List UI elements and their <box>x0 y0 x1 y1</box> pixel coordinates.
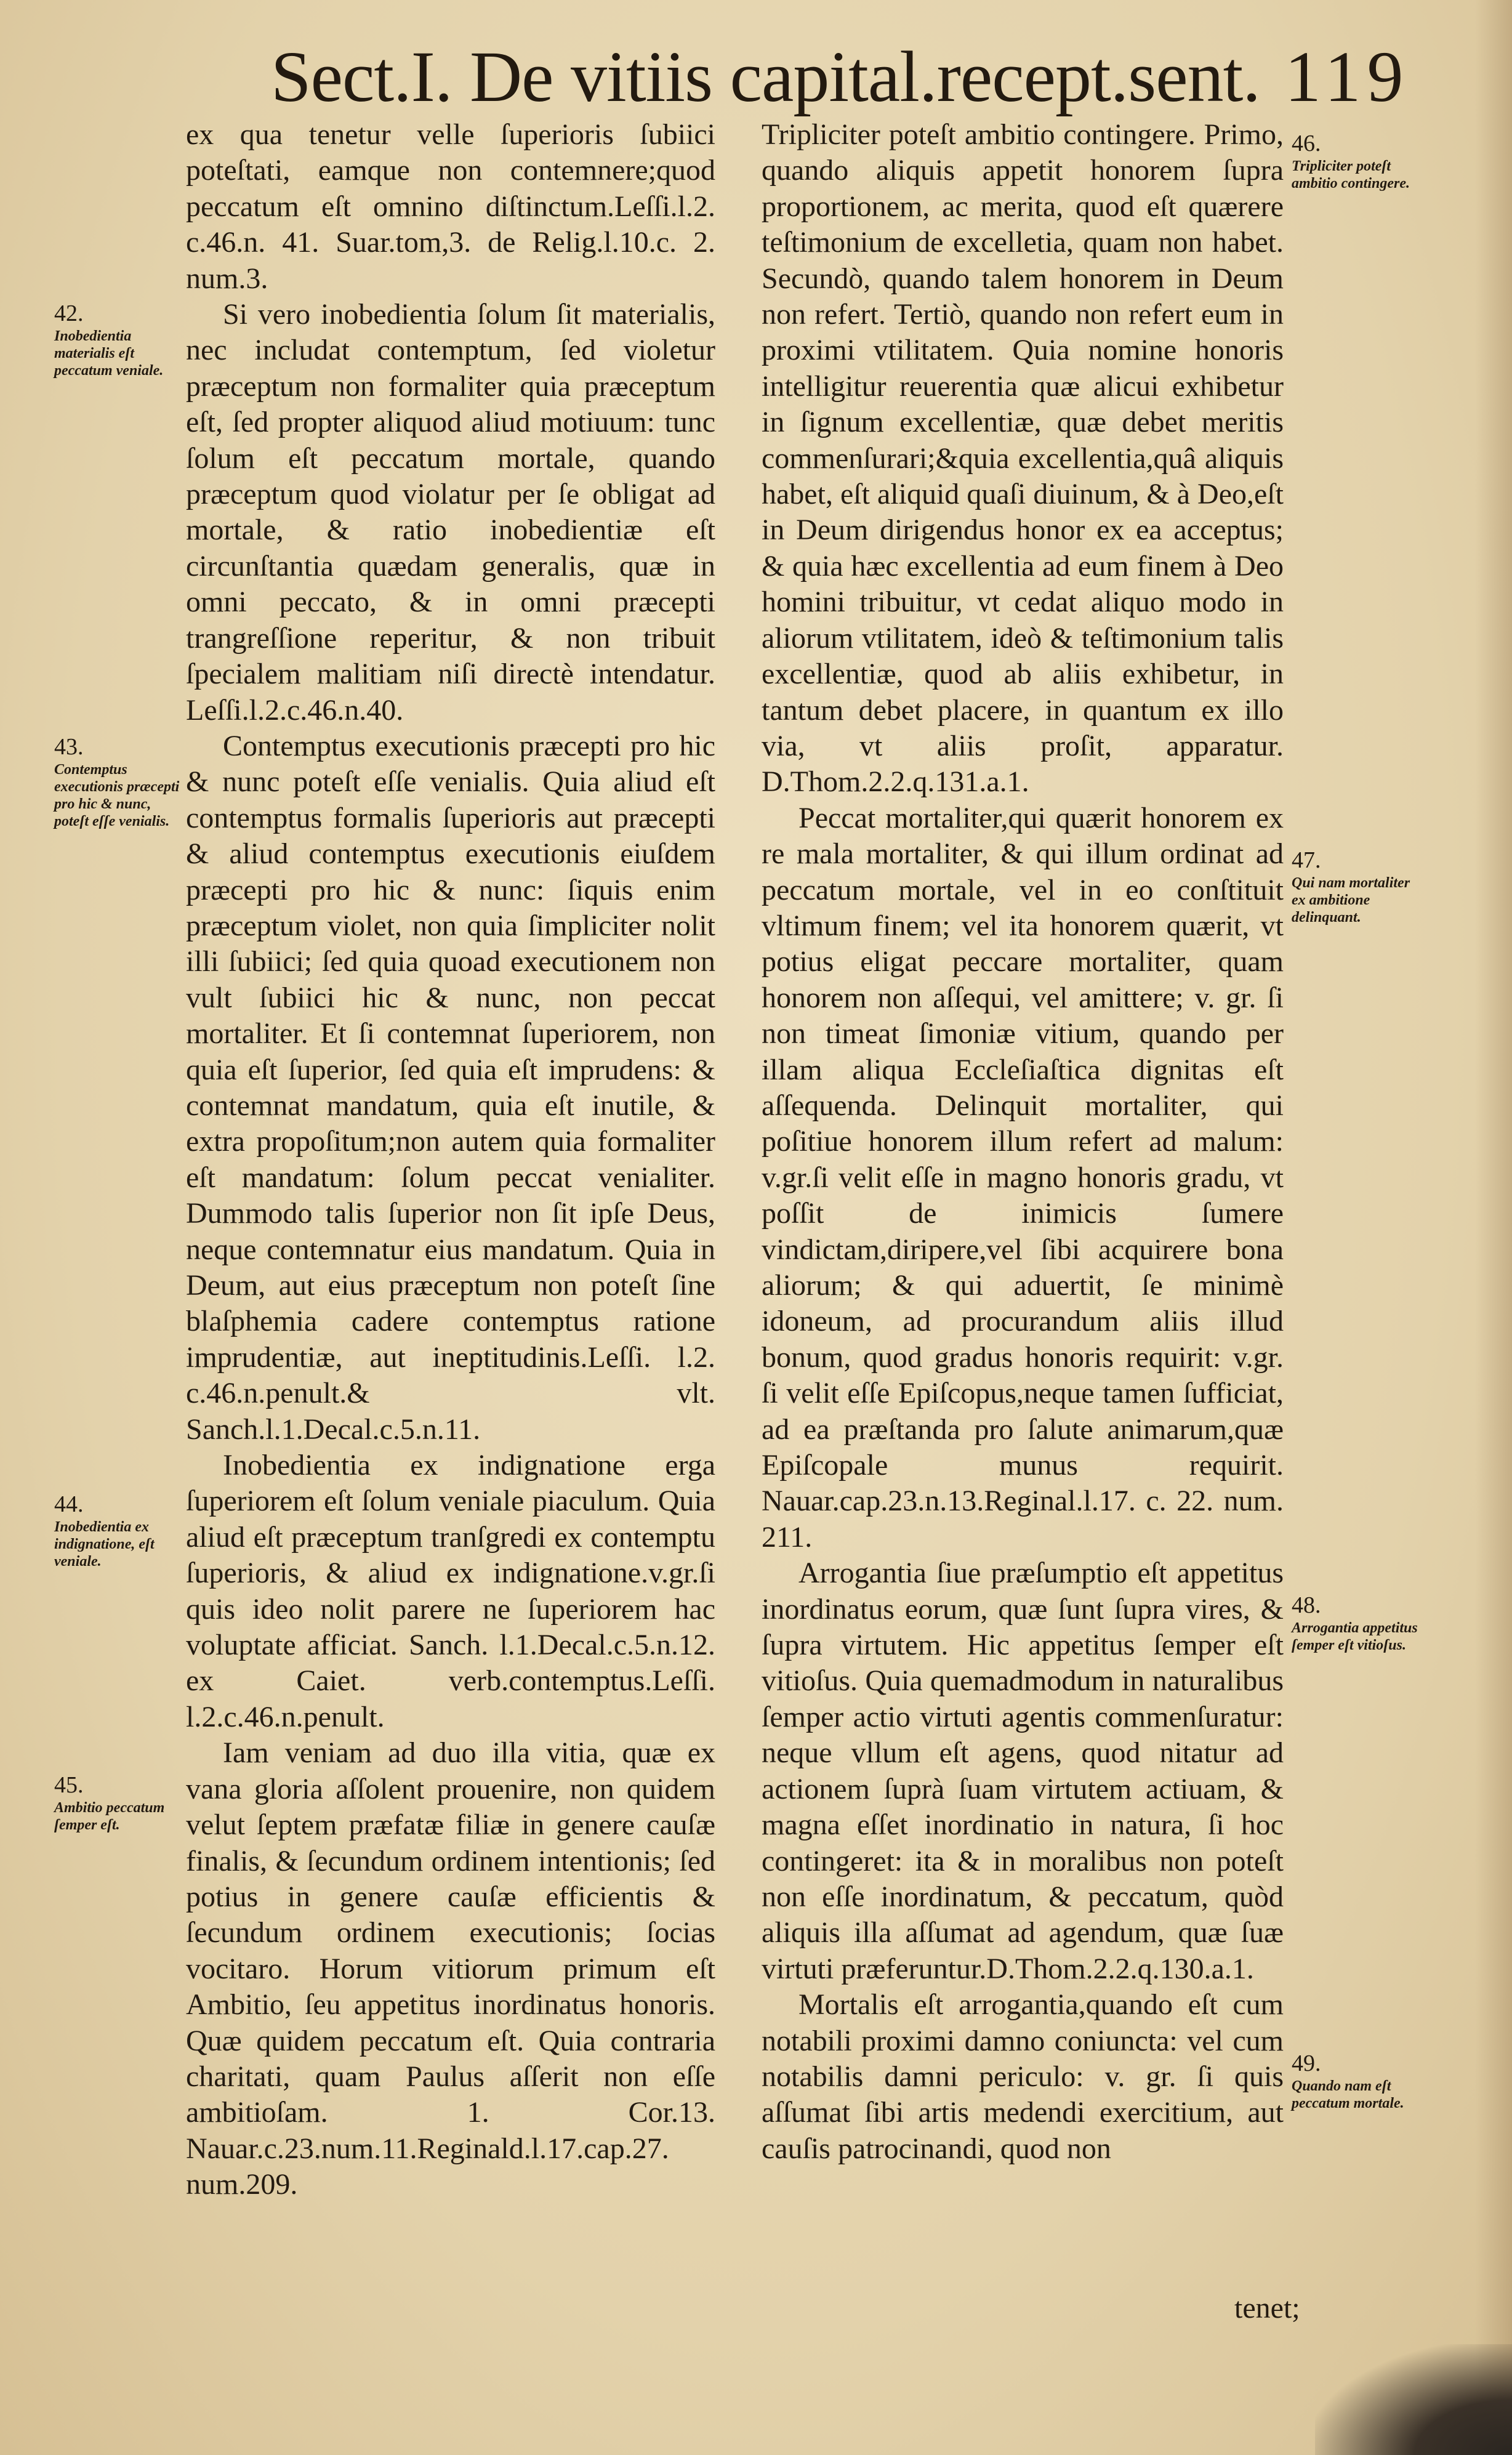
margin-note <box>1292 131 1418 192</box>
note-number: 47. <box>1292 847 1321 873</box>
note-text: Ambitio peccatum ſemper eſt. <box>54 1800 165 1833</box>
note-number: 49. <box>1292 2050 1321 2076</box>
margin-note <box>54 1772 180 1834</box>
paragraph: Si vero inobedientia ſolum ſit materialis, nec includat contemptum, ſed violetur præceptum non formaliter quia præceptum eſt, ſed propter aliquod aliud motiuum: tunc ſolum eſt peccatum mortale, quando præceptum quod violatur per ſe obligat ad mortale, & ratio inobedientiæ eſt circunſtantia quædam generalis, quæ in omni peccato, & in omni præcepti trangreſſione reperitur, & non tribuit ſpecialem malitiam niſi directè intendatur. Leſſi.l.2.c.46.n.40. <box>186 298 715 727</box>
paragraph: Mortalis eſt arrogantia,quando eſt cum notabili proximi damno coniuncta: vel cum notabilis damni periculo: v. gr. ſi quis aſſumat ſibi artis medendi exercitium, aut cauſis patrocinandi, quod non <box>762 1988 1284 2165</box>
margin-note <box>1292 2050 1418 2112</box>
paragraph: ex qua tenetur velle ſuperioris ſubiici poteſtati, eamque non contemnere;quod peccatum eſt omnino diſtinctum.Leſſi.l.2. c.46.n. 41. Suar.tom,3. de Relig.l.10.c. 2. num.3. <box>186 118 715 295</box>
note-text: Inobedientia ex indignatione, eſt veniale. <box>54 1519 155 1570</box>
margin-note <box>54 734 180 830</box>
paragraph: Tripliciter poteſt ambitio contingere. Primo, quando aliquis appetit honorem ſupra proportionem, ac merita, quod eſt quærere teſtimonium de excelletia, quam non habet. Secundò, quando talem honorem in Deum non refert. Tertiò, quando non refert eum in proximi vtilitatem. Quia nomine honoris intelligitur reuerentia quæ alicui exhibetur in ſignum excellentiæ, quæ debet meritis commenſurari;&quia excellentia,quâ aliquis habet, eſt aliquid quaſi diuinum, & à Deo,eſt in Deum dirigendus honor ex ea acceptus; & quia hæc excellentia ad eum finem à Deo homini tribuitur, vt cedat aliquo modo in aliorum vtilitatem, ideò & teſtimonium talis excellentiæ, quod ab aliis exhibetur, in tantum debet placere, in quantum ex illo via, vt aliis proſit, apparatur. D.Thom.2.2.q.131.a.1. <box>762 118 1284 799</box>
note-number: 48. <box>1292 1592 1321 1618</box>
note-text: Inobedientia materialis eſt peccatum veniale. <box>54 328 164 379</box>
paragraph: Arrogantia ſiue præſumptio eſt appetitus inordinatus eorum, quæ ſunt ſupra vires, & ſupra virtutem. Hic appetitus ſemper eſt vitioſus. Quia quemadmodum in naturalibus ſemper actio virtuti agentis commenſuratur: neque vllum eſt agens, quod nitatur ad actionem ſuprà ſuam virtutem actiuam, & magna eſſet inordinatio in natura, ſi hoc contingeret: ita & in moralibus non poteſt non eſſe inordinatum, & peccatum, quòd aliquis illa aſſumat ad agendum, quæ ſuæ virtuti præferuntur.D.Thom.2.2.q.130.a.1. <box>762 1557 1284 1985</box>
note-number: 45. <box>54 1772 84 1798</box>
note-text: Contemptus executionis præcepti pro hic & nunc, poteſt eſſe venialis. <box>54 762 180 829</box>
margin-note <box>1292 847 1418 926</box>
paragraph: Contemptus executionis præcepti pro hic & nunc poteſt eſſe venialis. Quia aliud eſt contemptus formalis ſuperioris aut præcepti & aliud contemptus executionis eiuſdem præcepti pro hic & nunc: ſiquis enim præceptum violet, non quia ſimpliciter nolit illi ſubiici; ſed quia quoad executionem non vult ſubiici hic & nunc, non peccat mortaliter. Et ſi contemnat ſuperiorem, non quia eſt ſuperior, ſed quia eſt imprudens: & contemnat mandatum, quia eſt inutile, & extra propoſitum;non autem quia formaliter eſt mandatum: ſolum peccat venialiter. Dummodo talis ſuperior non ſit ipſe Deus, neque contemnatur eius mandatum. Quia in Deum, aut eius præceptum non poteſt ſine blaſphemia cadere contemptus ratione imprudentiæ, aut ineptitudinis.Leſſi. l.2. c.46.n.penult.& vlt. Sanch.l.1.Decal.c.5.n.11. <box>186 729 715 1446</box>
catchword: tenet; <box>1234 2292 1300 2324</box>
right-column <box>762 117 1284 2167</box>
note-number: 44. <box>54 1491 84 1517</box>
note-text: Quando nam eſt peccatum mortale. <box>1292 2078 1404 2111</box>
paragraph: Inobedientia ex indignatione erga ſuperiorem eſt ſolum veniale piaculum. Quia aliud eſt præceptum tranſgredi ex contemptu ſuperioris, & aliud ex indignatione.v.gr.ſi quis ideo nolit parere ne ſuperiorem hac voluptate afficiat. Sanch. l.1.Decal.c.5.n.12. ex Caiet. verb.contemptus.Leſſi. l.2.c.46.n.penult. <box>186 1449 715 1733</box>
note-text: Arrogantia appetitus ſemper eſt vitioſus. <box>1292 1620 1418 1653</box>
page-edge-shadow <box>1475 0 1512 2455</box>
left-column <box>186 117 715 2203</box>
page-number: 119 <box>1284 36 1410 117</box>
note-number: 46. <box>1292 131 1321 156</box>
note-number: 42. <box>54 300 84 326</box>
margin-note <box>1292 1592 1418 1654</box>
running-title: Sect.I. De vitiis capital.recept.sent. <box>271 36 1260 117</box>
note-text: Tripliciter poteſt ambitio contingere. <box>1292 158 1410 191</box>
running-header <box>271 31 1410 123</box>
note-text: Qui nam mortaliter ex ambitione delinquant. <box>1292 875 1410 925</box>
note-number: 43. <box>54 734 84 760</box>
corner-shadow <box>1315 2344 1512 2455</box>
paragraph: Peccat mortaliter,qui quærit honorem ex re mala mortaliter, & qui illum ordinat ad peccatum mortale, vel in eo conſtituit vltimum finem; vel ita honorem quærit, vt potius eligat peccare mortaliter, quam honorem non aſſequi, vel amittere; v. gr. ſi non timeat ſimoniæ vitium, quando per illam aliqua Eccleſiaſtica dignitas eſt aſſequenda. Delinquit mortaliter, qui poſitiue honorem illum refert ad malum: v.gr.ſi velit eſſe in magno honoris gradu, vt poſſit de inimicis ſumere vindictam,diripere,vel ſibi acquirere bona aliorum; & qui aduertit, ſe minimè idoneum, ad procurandum aliis illud bonum, quod gradus honoris requirit: v.gr. ſi velit eſſe Epiſcopus,neque tamen ſufficiat, ad ea præſtanda pro ſalute animarum,quæ Epiſcopale munus requirit. Nauar.cap.23.n.13.Reginal.l.17. c. 22. num. 211. <box>762 801 1284 1554</box>
paragraph: Iam veniam ad duo illa vitia, quæ ex vana gloria aſſolent prouenire, non quidem velut ſeptem præfatæ filiæ in genere cauſæ finalis, & ſecundum ordinem intentionis; ſed potius in genere cauſæ efficientis & ſecundum ordinem executionis; ſocias vocitaro. Horum vitiorum primum eſt Ambitio, ſeu appetitus inordinatus honoris. Quæ quidem peccatum eſt. Quia contraria charitati, quam Paulus aſſerit non eſſe ambitioſam. 1. Cor.13. Nauar.c.23.num.11.Reginald.l.17.cap.27. num.209. <box>186 1736 715 2201</box>
margin-note <box>54 300 180 379</box>
margin-note <box>54 1491 180 1570</box>
